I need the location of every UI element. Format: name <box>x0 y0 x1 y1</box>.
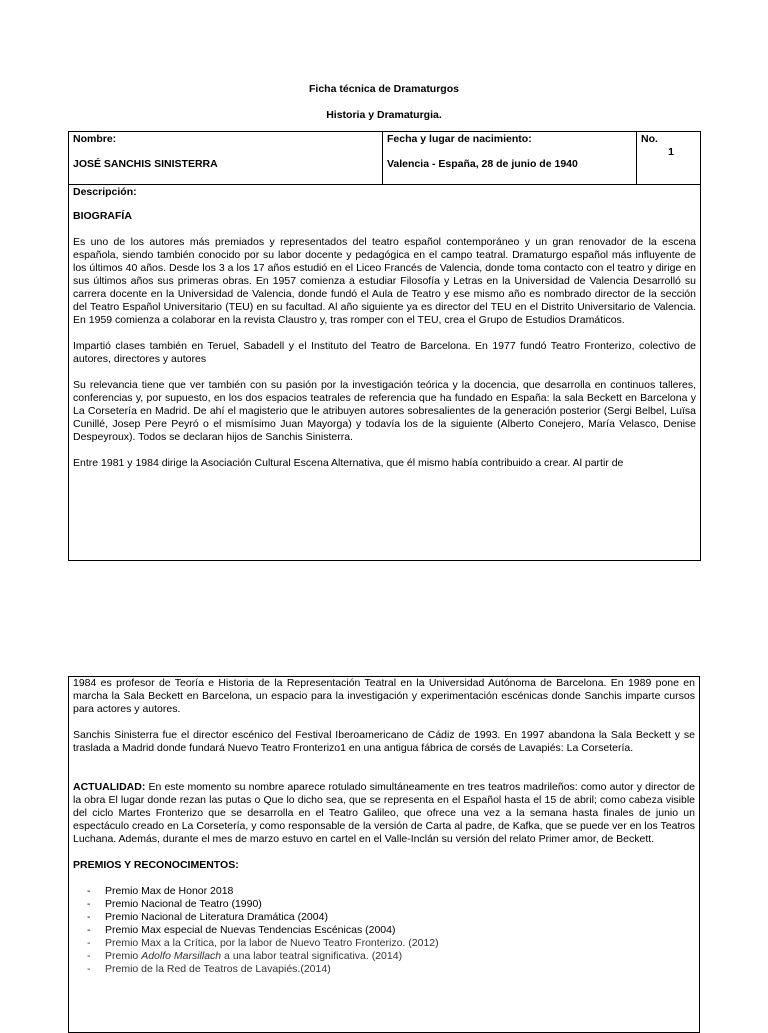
biography-paragraph: Entre 1981 y 1984 dirige la Asociación Cultural Escena Alternativa, que él mismo había contribuido a crear. Al partir de <box>73 457 624 469</box>
actualidad-text: En este momento su nombre aparece rotulado simultáneamente en tres teatros madrileños: como autor y director de la obra El lugar donde rezan las putas o Que lo dicho sea, que se representa en el Español hasta el 15 de abril; como cabeza visible del ciclo Martes Fronterizo que se desarrolla en el Teatro Galileo, que ofrece una vez a la semana hasta finales de junio un espectáculo creado en La Corsetería, y como responsable de la versión de Carta al padre, de Kafka, que se puede ver en los Teatros Luchana. Además, durante el mes de marzo estuvo en cartel en el Valle-Inclán su versión del relato Primer amor, de Beckett. <box>73 781 695 845</box>
biography-paragraph: Su relevancia tiene que ver también con su pasión por la investigación teórica y la docencia, que desarrolla en continuos talleres, conferencias y, por supuesto, en los dos espacios teatrales de referencia que ha fundado en España: la sala Beckett en Barcelona y La Corsetería en Madrid. De ahí el magisterio que le atribuyen autores sobresalientes de la generación posterior (Sergi Belbel, Luïsa Cunillé, Josep Pere Peyró o el mismísimo Juan Mayorga) y todavía los de la siguiente (Alberto Conejero, María Velasco, Denise Despeyroux). Todos se declaran hijos de Sanchis Sinisterra. <box>73 379 696 443</box>
name-label: Nombre: <box>73 133 117 145</box>
continuation-paragraph: Sanchis Sinisterra fue el director escénico del Festival Iberoamericano de Cádiz de 1993. En 1997 abandona la Sala Beckett y se traslada a Madrid donde fundará Nuevo Teatro Fronterizo1 en una antigua fábrica de corsés de Lavapiés: La Corsetería. <box>73 729 695 754</box>
birth-label: Fecha y lugar de nacimiento: <box>387 133 532 145</box>
biography-paragraph: Impartió clases también en Teruel, Sabadell y el Instituto del Teatro de Barcelona. En 1977 fundó Teatro Fronterizo, colectivo de autores, directores y autores <box>73 340 696 365</box>
prize-item: - Premio Max especial de Nuevas Tendencias Escénicas (2004) <box>87 924 695 937</box>
prize-item: - Premio de la Red de Teatros de Lavapiés.(2014) <box>87 963 695 976</box>
biography-heading: BIOGRAFÍA <box>73 210 132 222</box>
document-subtitle: Historia y Dramaturgia. <box>326 109 442 121</box>
header-row <box>69 132 701 185</box>
birth-cell <box>383 132 637 185</box>
continuation-paragraph: 1984 es profesor de Teoría e Historia de la Representación Teatral en la Universidad Autónoma de Barcelona. En 1989 pone en marcha la Sala Beckett en Barcelona, un espacio para la investigación y experimentación escénicas donde Sanchis imparte cursos para actores y autores. <box>73 677 695 715</box>
dramatist-card-continued <box>68 676 700 1033</box>
prize-item <box>87 950 695 963</box>
prize-marsillach-rest: a una labor teatral significativa. (2014) <box>221 950 403 962</box>
prize-marsillach-name: Adolfo Marsillach <box>141 950 222 962</box>
number-label: No. <box>641 133 658 145</box>
biography-paragraph: Es uno de los autores más premiados y representados del teatro español contemporáneo y un gran renovador de la escena española, siendo también conocido por su labor docente y pedagógica en el campo teatral. Dramaturgo español más influyente de los últimos 40 años. Desde los 3 a los 17 años estudió en el Liceo Francés de Valencia, donde toma contacto con el teatro y dirige en sus últimos años sus primeras obras. En 1957 comienza a estudiar Filosofía y Letras en la Universidad de Valencia Desarrolló su carrera docente en la Universidad de Valencia, donde fundó el Aula de Teatro y ese mismo año es nombrado director de la sección del Teatro Español Universitario (TEU) en su facultad. Al año siguiente ya es director del TEU en el Distrito Universitario de Valencia. En 1959 comienza a colaborar en la revista Claustro y, tras romper con el TEU, crea el Grupo de Estudios Dramáticos. <box>73 236 696 326</box>
continuation-cell <box>69 677 700 1033</box>
actualidad-paragraph <box>73 781 695 846</box>
prize-item-prefix: Premio <box>105 950 142 962</box>
name-value: JOSÉ SANCHIS SINISTERRA <box>73 158 218 170</box>
document-title: Ficha técnica de Dramaturgos <box>309 83 459 95</box>
prize-item: - Premio Nacional de Teatro (1990) <box>87 898 695 911</box>
prizes-list <box>87 885 695 976</box>
prize-item: - Premio Max de Honor 2018 <box>87 885 695 898</box>
dramatist-card <box>68 131 701 561</box>
actualidad-label: ACTUALIDAD: <box>73 781 146 793</box>
prize-item: - Premio Nacional de Literatura Dramática (2004) <box>87 911 695 924</box>
prize-item: - Premio Max a la Crítica, por la labor de Nuevo Teatro Fronterizo. (2012) <box>87 937 695 950</box>
continuation-row <box>69 677 700 1033</box>
description-cell <box>69 185 701 561</box>
prizes-heading: PREMIOS Y RECONOCIMENTOS: <box>73 859 239 871</box>
name-cell <box>69 132 383 185</box>
description-label: Descripción: <box>73 186 137 198</box>
number-cell <box>637 132 701 185</box>
number-value: 1 <box>668 146 674 158</box>
description-row <box>69 185 701 561</box>
birth-value: Valencia - España, 28 de junio de 1940 <box>387 158 578 170</box>
